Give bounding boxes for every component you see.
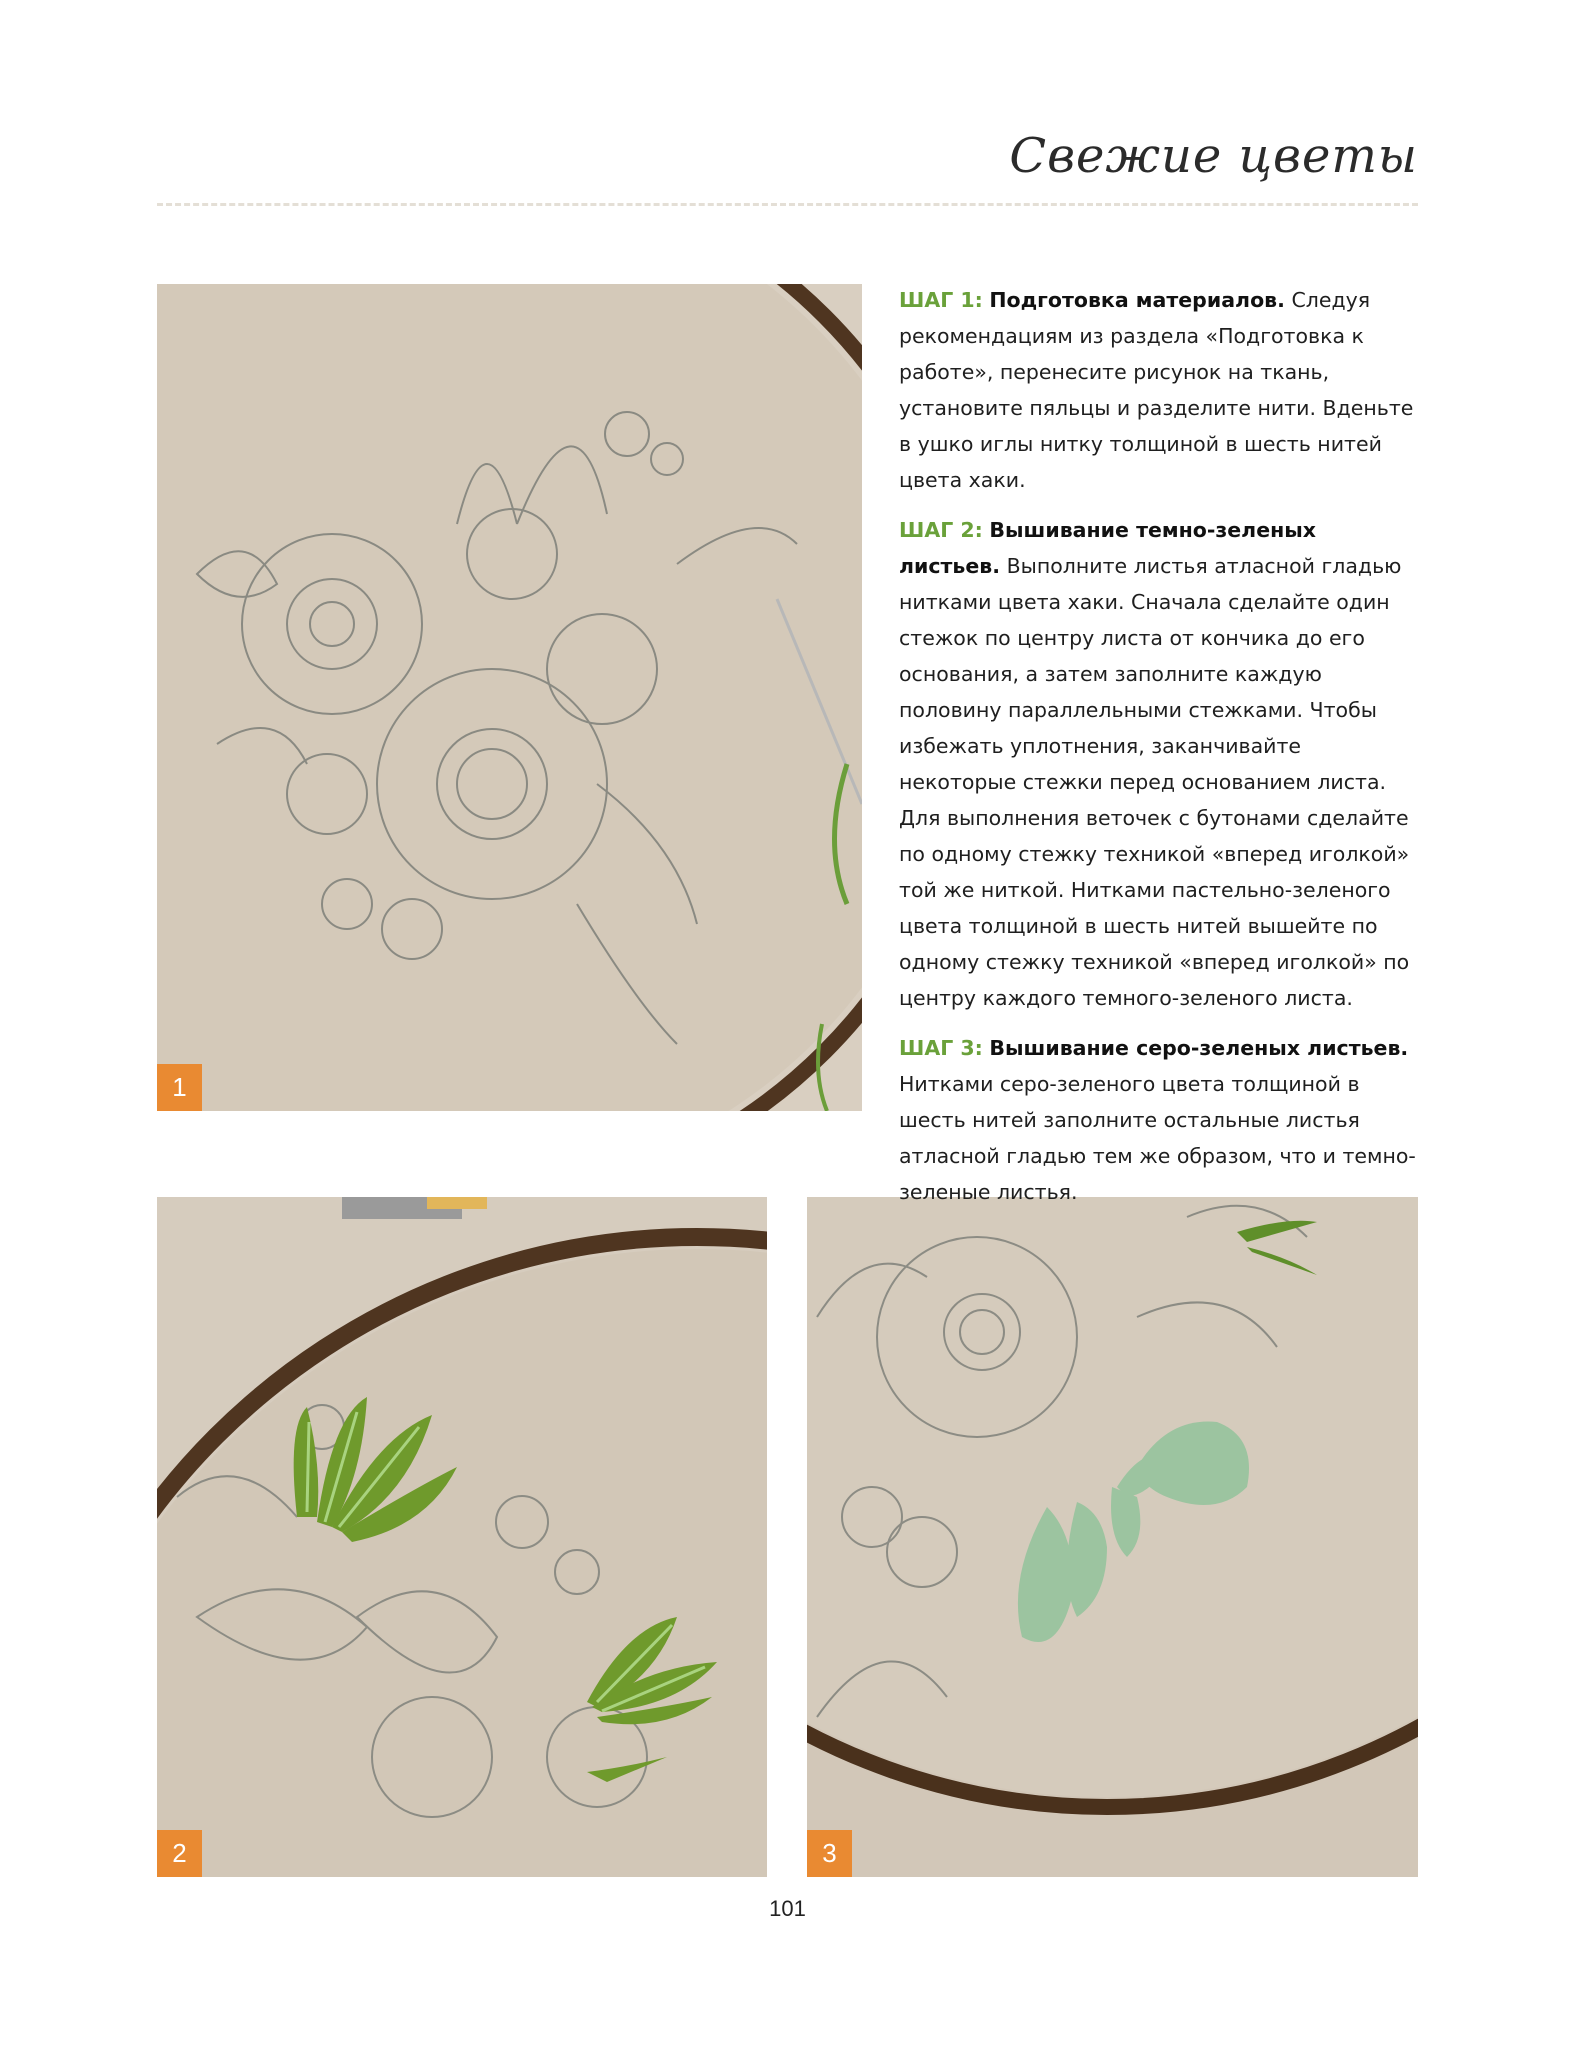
step-2: [899, 512, 1419, 1016]
step-3: [899, 1030, 1419, 1210]
instructions: [899, 282, 1419, 1224]
photo-badge-3: 3: [807, 1830, 852, 1877]
step-label: ШАГ 1:: [899, 288, 983, 312]
header-divider: [157, 203, 1418, 206]
embroidery-sage-green-leaves-icon: [807, 1197, 1418, 1877]
embroidery-hoop-sketch-icon: [157, 284, 862, 1111]
step-1: [899, 282, 1419, 498]
step-label: ШАГ 3:: [899, 1036, 983, 1060]
photo-step-2: [157, 1197, 767, 1877]
photo-badge-1: 1: [157, 1064, 202, 1111]
embroidery-dark-green-leaves-icon: [157, 1197, 767, 1877]
step-title: Вышивание темно-зеленых листьев.: [899, 518, 1317, 578]
chapter-title: Свежие цветы: [1009, 128, 1418, 184]
photo-badge-2: 2: [157, 1830, 202, 1877]
step-title: Подготовка материалов.: [989, 288, 1285, 312]
photo-step-1: [157, 284, 862, 1111]
step-text: Выполните листья атласной гладью нитками цвета хаки. Сначала сделайте один стежок по центру листа от кончика до его основания, а затем заполните каждую половину параллельными стежками. Чтобы избежать уплотнения, заканчивайте некоторые стежки перед основанием листа. Для выполнения веточек с бутонами сделайте по одному стежку техникой «вперед иголкой» той же ниткой. Нитками пастельно-зеленого цвета толщиной в шесть нитей вышейте по одному стежку техникой «вперед иголкой» по центру каждого темного-зеленого листа.: [899, 554, 1410, 1010]
step-title: Вышивание серо-зеленых листьев.: [989, 1036, 1409, 1060]
step-text: Нитками серо-зеленого цвета толщиной в шесть нитей заполните остальные листья атласной гладью тем же образом, что и темно-зеленые листья.: [899, 1072, 1416, 1204]
step-text: Следуя рекомендациям из раздела «Подготовка к работе», перенесите рисунок на ткань, установите пяльцы и разделите нити. Вденьте в ушко иглы нитку толщиной в шесть нитей цвета хаки.: [899, 288, 1414, 492]
page-number: 101: [769, 1896, 806, 1921]
step-label: ШАГ 2:: [899, 518, 983, 542]
photo-step-3: [807, 1197, 1418, 1877]
